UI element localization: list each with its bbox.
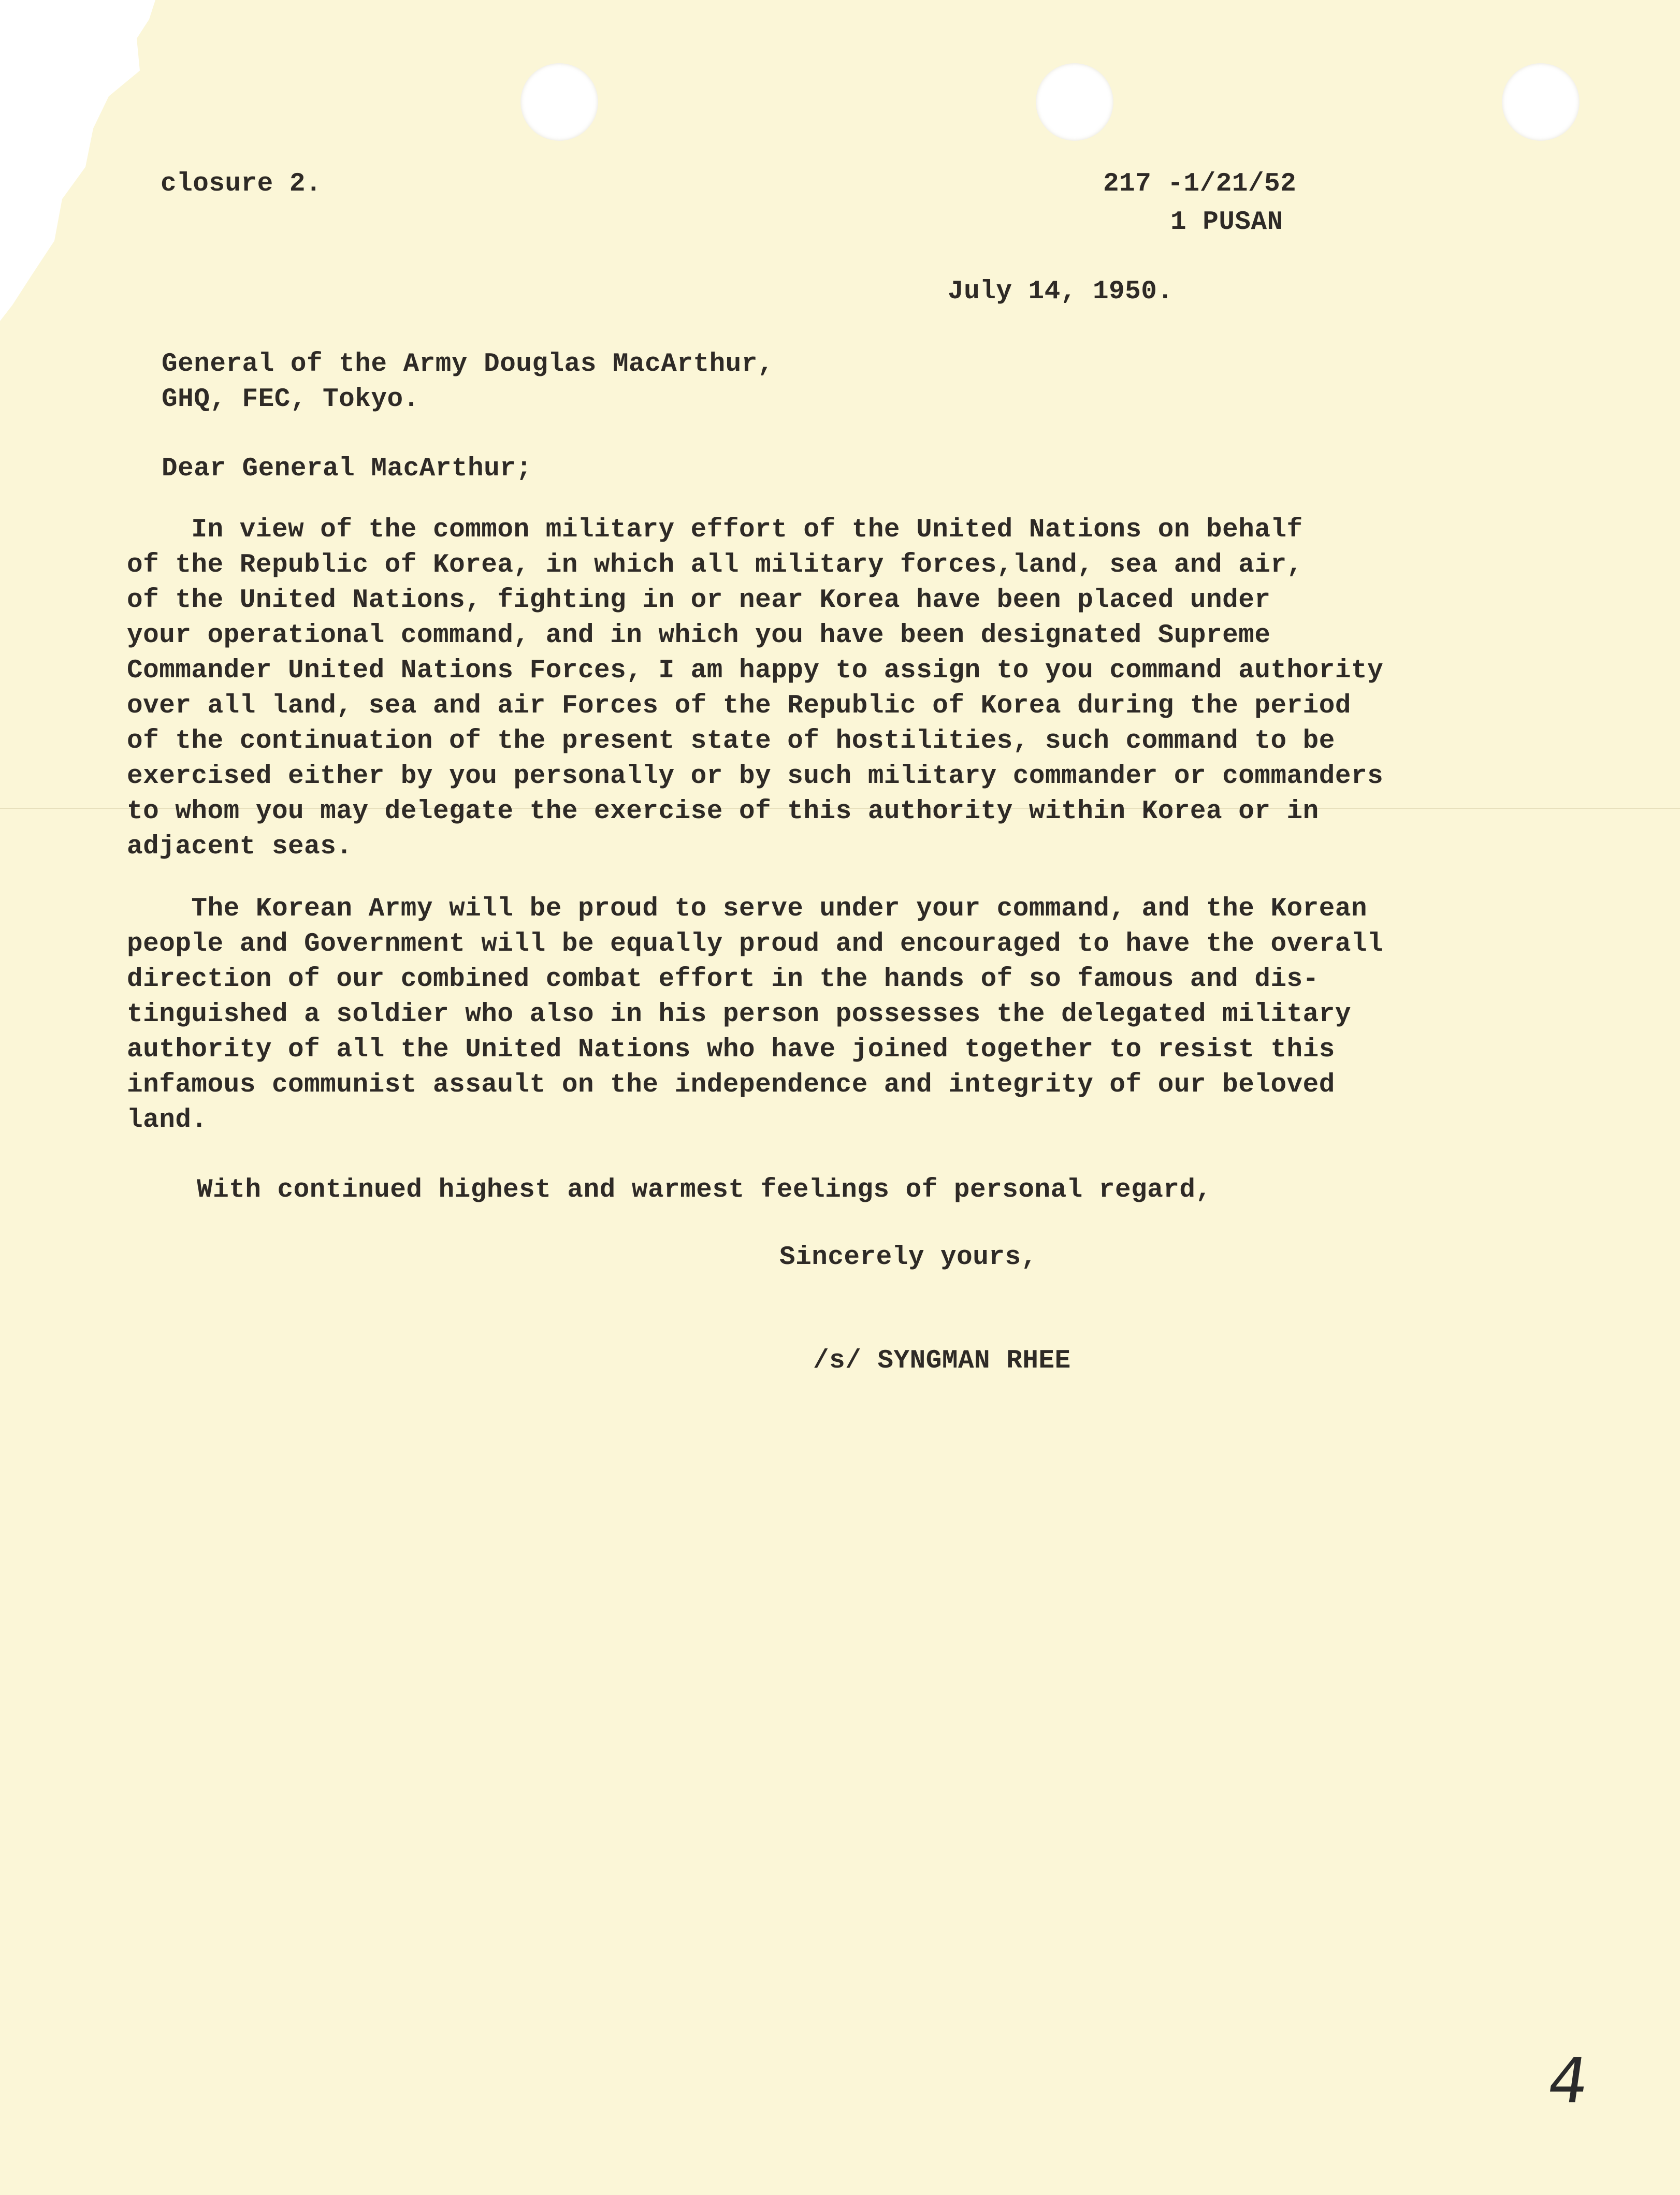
- salutation: Dear General MacArthur;: [162, 454, 532, 484]
- handwritten-page-number: 4: [1543, 2045, 1594, 2117]
- enclosure-label: closure 2.: [161, 169, 322, 199]
- body-paragraph-2: The Korean Army will be proud to serve under your command, and the Korean people and Government will be equally proud and encouraged to have the overall direction of our combined combat effort in the hands of so famous and dis- tinguished a soldier who also in his person possesses the delegated military authority of all the United Nations who have joined together to resist this infamous communist assault on the independence and integrity of our beloved land.: [127, 894, 1384, 1135]
- reference-location: 1 PUSAN: [1170, 208, 1283, 237]
- sign-off: Sincerely yours,: [779, 1243, 1037, 1272]
- recipient-address: GHQ, FEC, Tokyo.: [162, 385, 419, 414]
- torn-corner: [0, 0, 155, 321]
- recipient-name: General of the Army Douglas MacArthur,: [162, 350, 774, 379]
- letter-date: July 14, 1950.: [948, 277, 1174, 307]
- punch-hole: [520, 63, 598, 141]
- punch-hole: [1502, 63, 1580, 141]
- signature: /s/ SYNGMAN RHEE: [813, 1346, 1071, 1376]
- body-paragraph-1: In view of the common military effort of the United Nations on behalf of the Republic of Korea, in which all military forces,land, sea and air, of the United Nations, fighting in or near Korea have been placed under your operational command, and in which you have been designated Supreme Commander United Nations Forces, I am happy to assign to you command authority over all land, sea and air Forces of the Republic of Korea during the period of the continuation of the present state of hostilities, such command to be exercised either by you personally or by such military commander or commanders to whom you may delegate the exercise of this authority within Korea or in adjacent seas.: [127, 515, 1384, 862]
- reference-number: 217 -1/21/52: [1103, 169, 1297, 199]
- closing-line: With continued highest and warmest feelings of personal regard,: [197, 1175, 1212, 1205]
- punch-hole: [1036, 63, 1113, 141]
